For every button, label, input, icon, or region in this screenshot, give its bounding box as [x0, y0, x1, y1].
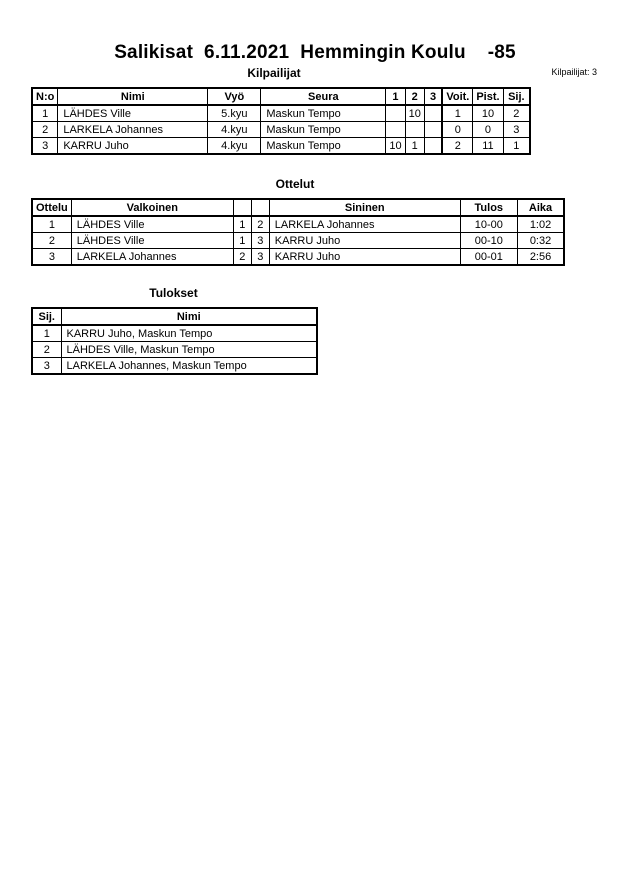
cell-match-no: 2	[32, 233, 71, 249]
cell-no: 2	[32, 122, 58, 138]
table-row	[32, 105, 530, 122]
cell-name: LÄHDES Ville	[58, 105, 208, 122]
cell-result: 10-00	[460, 216, 517, 233]
table-row	[32, 122, 530, 138]
column-header: 2	[405, 88, 424, 105]
cell-match-no: 3	[32, 249, 71, 266]
cell-name: KARRU Juho	[58, 138, 208, 155]
cell-rank: 2	[32, 342, 61, 358]
column-header: Seura	[261, 88, 386, 105]
cell-rank: 1	[503, 138, 530, 155]
table-row	[32, 233, 564, 249]
column-header	[251, 199, 269, 216]
cell-club: Maskun Tempo	[261, 138, 386, 155]
page-title: Salikisat 6.11.2021 Hemmingin Koulu -85	[114, 42, 516, 63]
column-header: Nimi	[61, 308, 317, 325]
cell-round2: 1	[405, 138, 424, 155]
cell-round3	[424, 138, 442, 155]
cell-blue-no: 2	[251, 216, 269, 233]
cell-white-name: LÄHDES Ville	[71, 216, 233, 233]
table-row	[32, 342, 317, 358]
cell-round3	[424, 105, 442, 122]
cell-time: 1:02	[517, 216, 564, 233]
cell-blue-name: LARKELA Johannes	[269, 216, 460, 233]
column-header: Sij.	[503, 88, 530, 105]
table-row	[32, 216, 564, 233]
results-section-title: Tulokset	[149, 286, 198, 300]
cell-name: LARKELA Johannes	[58, 122, 208, 138]
cell-no: 3	[32, 138, 58, 155]
cell-points: 10	[473, 105, 503, 122]
cell-round1	[386, 105, 405, 122]
column-header: 3	[424, 88, 442, 105]
results-table	[31, 307, 318, 375]
cell-round2: 10	[405, 105, 424, 122]
cell-name: KARRU Juho, Maskun Tempo	[61, 325, 317, 342]
table-row	[32, 138, 530, 155]
cell-white-name: LARKELA Johannes	[71, 249, 233, 266]
column-header: Pist.	[473, 88, 503, 105]
cell-round1: 10	[386, 138, 405, 155]
cell-name: LARKELA Johannes, Maskun Tempo	[61, 358, 317, 375]
cell-match-no: 1	[32, 216, 71, 233]
column-header: N:o	[32, 88, 58, 105]
cell-blue-no: 3	[251, 249, 269, 266]
cell-result: 00-10	[460, 233, 517, 249]
column-header: Sij.	[32, 308, 61, 325]
matches-table	[31, 198, 565, 266]
cell-rank: 2	[503, 105, 530, 122]
cell-rank: 3	[503, 122, 530, 138]
cell-blue-name: KARRU Juho	[269, 233, 460, 249]
cell-belt: 5.kyu	[208, 105, 261, 122]
cell-result: 00-01	[460, 249, 517, 266]
competitors-section-title: Kilpailijat	[247, 66, 301, 80]
cell-name: LÄHDES Ville, Maskun Tempo	[61, 342, 317, 358]
column-header: Ottelu	[32, 199, 71, 216]
table-row	[32, 325, 317, 342]
column-header	[233, 199, 251, 216]
table-row	[32, 358, 317, 375]
cell-rank: 1	[32, 325, 61, 342]
cell-white-name: LÄHDES Ville	[71, 233, 233, 249]
competitors-table	[31, 87, 531, 155]
cell-wins: 1	[442, 105, 473, 122]
cell-time: 2:56	[517, 249, 564, 266]
column-header: Tulos	[460, 199, 517, 216]
column-header: 1	[386, 88, 405, 105]
header-row	[32, 88, 530, 105]
cell-round2	[405, 122, 424, 138]
competitors-count: Kilpailijat: 3	[551, 67, 597, 77]
cell-blue-no: 3	[251, 233, 269, 249]
column-header: Aika	[517, 199, 564, 216]
cell-no: 1	[32, 105, 58, 122]
cell-points: 0	[473, 122, 503, 138]
cell-wins: 2	[442, 138, 473, 155]
column-header: Voit.	[442, 88, 473, 105]
cell-wins: 0	[442, 122, 473, 138]
table-row	[32, 249, 564, 266]
cell-blue-name: KARRU Juho	[269, 249, 460, 266]
column-header: Sininen	[269, 199, 460, 216]
cell-white-no: 2	[233, 249, 251, 266]
cell-rank: 3	[32, 358, 61, 375]
cell-white-no: 1	[233, 233, 251, 249]
cell-white-no: 1	[233, 216, 251, 233]
column-header: Valkoinen	[71, 199, 233, 216]
cell-round1	[386, 122, 405, 138]
cell-belt: 4.kyu	[208, 122, 261, 138]
column-header: Vyö	[208, 88, 261, 105]
cell-club: Maskun Tempo	[261, 105, 386, 122]
matches-section-title: Ottelut	[275, 177, 315, 191]
cell-time: 0:32	[517, 233, 564, 249]
header-row	[32, 199, 564, 216]
cell-club: Maskun Tempo	[261, 122, 386, 138]
cell-round3	[424, 122, 442, 138]
header-row	[32, 308, 317, 325]
cell-points: 11	[473, 138, 503, 155]
column-header: Nimi	[58, 88, 208, 105]
cell-belt: 4.kyu	[208, 138, 261, 155]
